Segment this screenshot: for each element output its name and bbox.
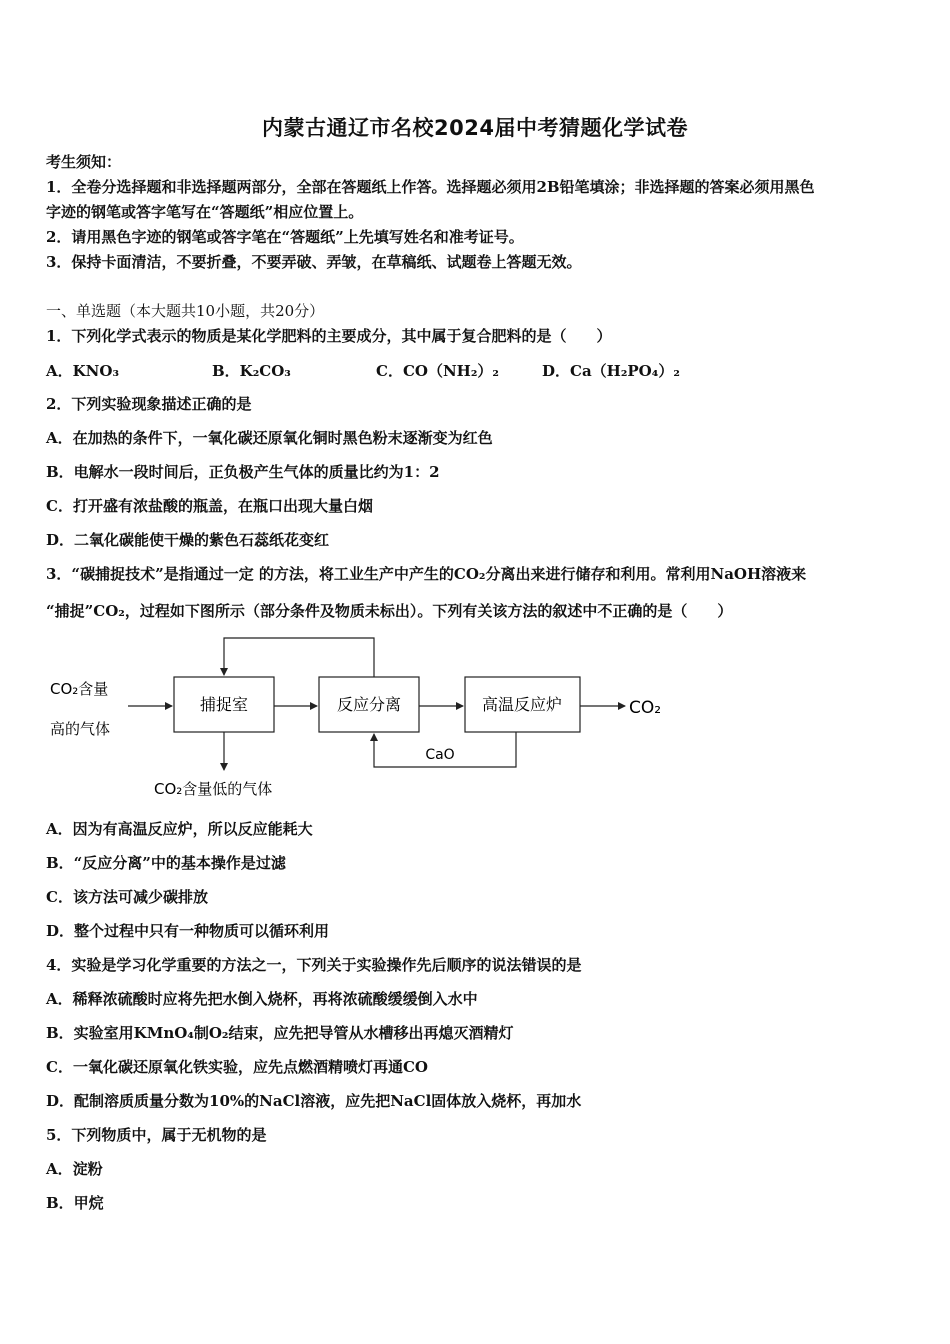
q3-stem-line1: 3．“碳捕捉技术”是指通过一定 的方法，将工业生产中产生的CO₂分离出来进行储存和利用。常利用NaOH溶液来: [46, 565, 807, 583]
notice-item-3: 3．保持卡面清洁，不要折叠，不要弄破、弄皱，在草稿纸、试题卷上答题无效。: [46, 253, 582, 271]
notice-heading: 考生须知：: [46, 153, 122, 171]
q2-option-c: C．打开盛有浓盐酸的瓶盖，在瓶口出现大量白烟: [46, 497, 373, 515]
q1-option-a: A．KNO₃: [46, 362, 120, 380]
low-co2-gas-label: CO₂含量低的气体: [154, 780, 273, 798]
q4-option-a: A．稀释浓硫酸时应将先把水倒入烧杯，再将浓硫酸缓缓倒入水中: [46, 990, 478, 1008]
box2-label: 反应分离: [336, 695, 402, 714]
q3-option-a: A．因为有高温反应炉，所以反应能耗大: [46, 820, 313, 838]
q2-option-a: A．在加热的条件下，一氧化碳还原氧化铜时黑色粉末逐渐变为红色: [46, 429, 493, 447]
q3-stem-line2: “捕捉”CO₂，过程如下图所示（部分条件及物质未标出）。下列有关该方法的叙述中不正确的是（ ）: [46, 602, 733, 620]
section-heading: 一、单选题（本大题共10小题，共20分）: [46, 302, 325, 320]
q5-option-b: B．甲烷: [46, 1194, 104, 1212]
box1-label: 捕捉室: [199, 695, 249, 714]
input-gas-label-line1: CO₂含量: [50, 680, 109, 698]
output-co2-label: CO₂: [629, 698, 662, 718]
box3-label: 高温反应炉: [481, 695, 563, 714]
q4-option-d: D．配制溶质质量分数为10%的NaCl溶液，应先把NaCl固体放入烧杯，再加水: [46, 1092, 582, 1110]
notice-item-1-cont: 字迹的钢笔或答字笔写在“答题纸”相应位置上。: [46, 203, 364, 221]
carbon-capture-flow-diagram: [40, 632, 700, 802]
cao-label: CaO: [425, 747, 455, 763]
arrow-recycle-top: [224, 638, 374, 677]
q4-stem: 4．实验是学习化学重要的方法之一，下列关于实验操作先后顺序的说法错误的是: [46, 956, 582, 974]
q3-option-c: C．该方法可减少碳排放: [46, 888, 208, 906]
notice-item-1: 1．全卷分选择题和非选择题两部分，全部在答题纸上作答。选择题必须用2B铅笔填涂；非选择题的答案必须用黑色: [46, 178, 815, 196]
q4-option-c: C．一氧化碳还原氧化铁实验，应先点燃酒精喷灯再通CO: [46, 1058, 428, 1076]
q3-option-b: B．“反应分离”中的基本操作是过滤: [46, 854, 286, 872]
q2-option-b: B．电解水一段时间后，正负极产生气体的质量比约为1：2: [46, 463, 440, 481]
q2-stem: 2．下列实验现象描述正确的是: [46, 395, 252, 413]
q4-option-b: B．实验室用KMnO₄制O₂结束，应先把导管从水槽移出再熄灭酒精灯: [46, 1024, 514, 1042]
q1-option-d: D．Ca（H₂PO₄）₂: [542, 362, 680, 380]
q1-option-c: C．CO（NH₂）₂: [376, 362, 499, 380]
q3-option-d: D．整个过程中只有一种物质可以循环利用: [46, 922, 330, 940]
q2-option-d: D．二氧化碳能使干燥的紫色石蕊纸花变红: [46, 531, 330, 549]
q1-option-b: B．K₂CO₃: [212, 362, 291, 380]
q1-stem: 1．下列化学式表示的物质是某化学肥料的主要成分，其中属于复合肥料的是（ ）: [46, 327, 612, 345]
q5-stem: 5．下列物质中，属于无机物的是: [46, 1126, 267, 1144]
exam-title: 内蒙古通辽市名校2024届中考猜题化学试卷: [262, 116, 688, 140]
input-gas-label-line2: 高的气体: [50, 720, 111, 738]
notice-item-2: 2．请用黑色字迹的钢笔或答字笔在“答题纸”上先填写姓名和准考证号。: [46, 228, 524, 246]
q5-option-a: A．淀粉: [46, 1160, 103, 1178]
